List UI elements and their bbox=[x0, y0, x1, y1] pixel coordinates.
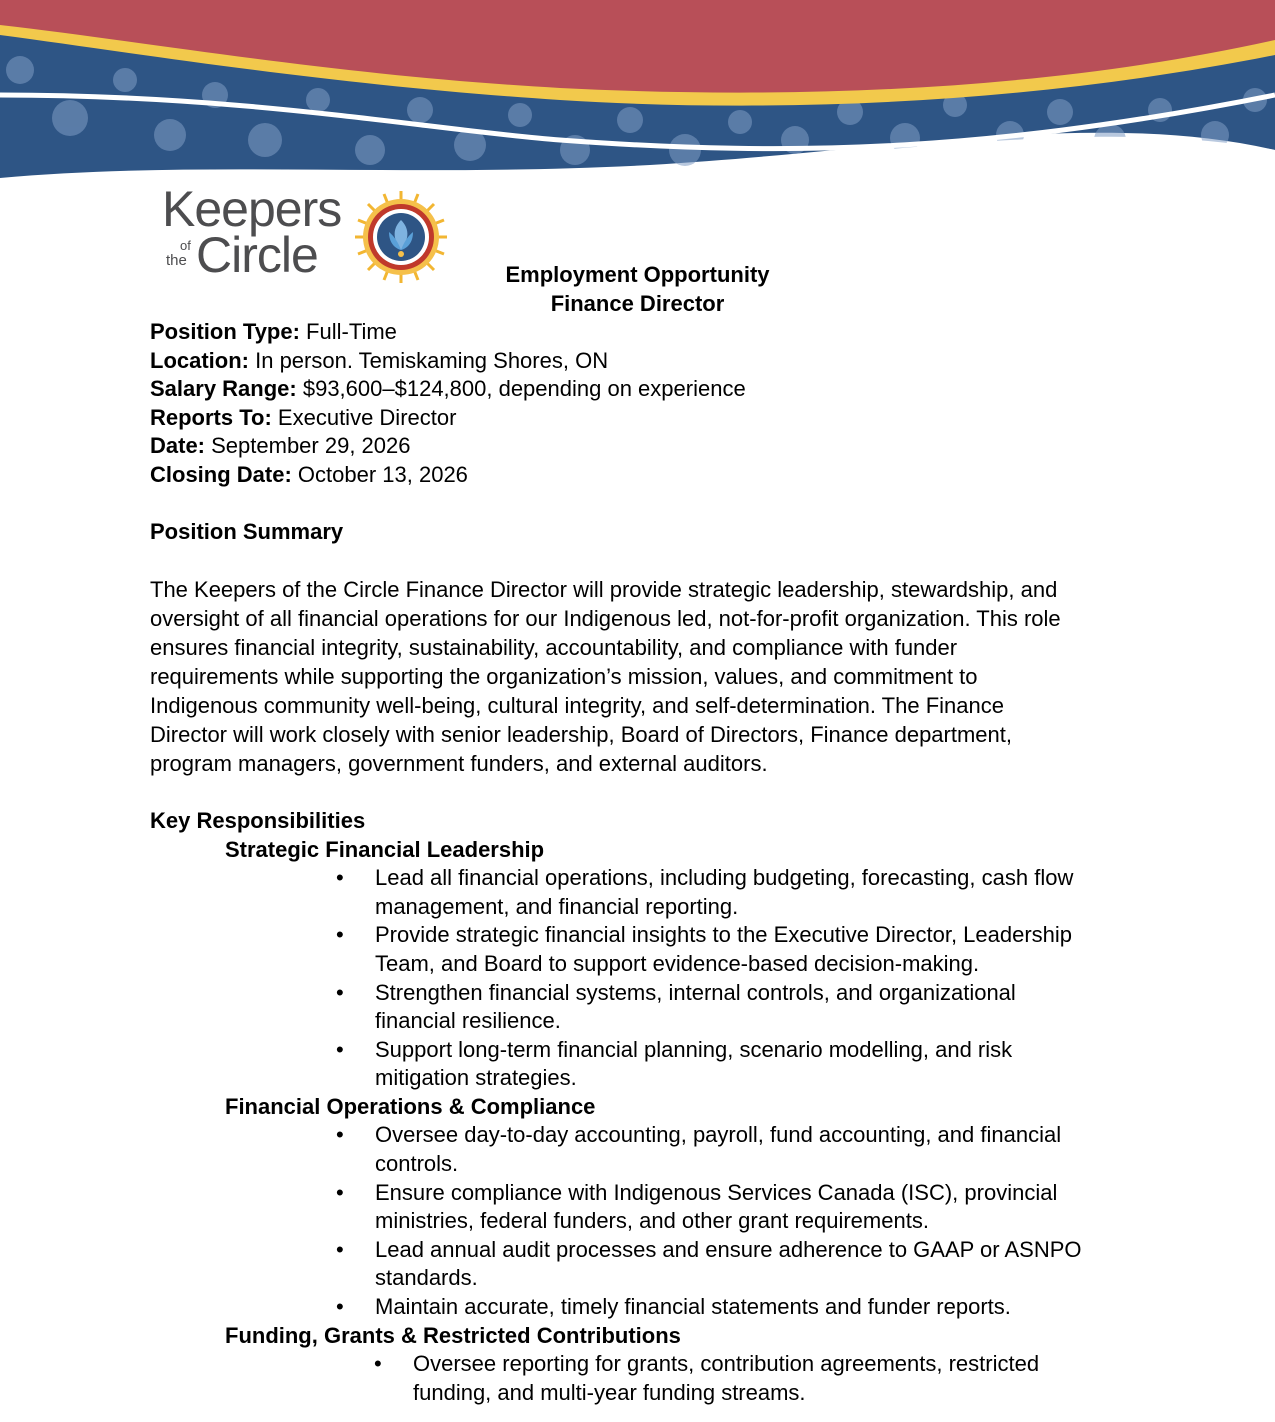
detail-salary-range: Salary Range: $93,600–$124,800, depending on experience bbox=[150, 376, 746, 402]
detail-position-type: Position Type: Full-Time bbox=[150, 319, 397, 344]
detail-location: Location: In person. Temiskaming Shores, ON bbox=[150, 347, 609, 373]
list-item: • Oversee day-to-day accounting, payroll, fund accounting, and financial controls. bbox=[336, 1122, 1062, 1177]
detail-reports-to: Reports To: Executive Director bbox=[150, 404, 457, 430]
header-banner bbox=[0, 0, 1275, 190]
detail-closing-date: Closing Date: October 13, 2026 bbox=[150, 461, 468, 487]
list-item: • Oversee reporting for grants, contribution agreements, restricted funding, and multi-year funding streams. bbox=[374, 1351, 1040, 1405]
detail-date: Date: September 29, 2026 bbox=[150, 433, 411, 459]
list-item: • Lead annual audit processes and ensure adherence to GAAP or ASNPO standards. bbox=[336, 1236, 1082, 1291]
bullet-list bbox=[150, 1121, 1130, 1321]
list-item: • Lead all financial operations, including budgeting, forecasting, cash flow management, and financial reporting. bbox=[336, 865, 1074, 919]
bullet-list bbox=[150, 1350, 1130, 1407]
position-summary-text: The Keepers of the Circle Finance Director will provide strategic leadership, stewardship, and oversight of all financial operations for our Indigenous led, not-for-profit organization. This role ensures financial integrity, sustainability, accountability, and compliance with funder requirements while supporting the organization’s mission, values, and commitment to Indigenous community well-being, cultural integrity, and self-determination. The Finance Director will work closely with senior leadership, Board of Directors, Finance department, program managers, government funders, and external auditors. bbox=[150, 577, 1061, 777]
list-item: • Provide strategic financial insights to the Executive Director, Leadership Team, and Board to support evidence-based decision-making. bbox=[336, 922, 1073, 976]
list-item: • Maintain accurate, timely financial statements and funder reports. bbox=[336, 1294, 1011, 1320]
list-item: • Ensure compliance with Indigenous Services Canada (ISC), provincial ministries, federal funders, and other grant requirements. bbox=[336, 1179, 1058, 1234]
position-details bbox=[150, 318, 1130, 490]
page-subtitle: Finance Director bbox=[550, 291, 725, 316]
position-summary-heading: Position Summary bbox=[150, 519, 344, 545]
logo-text-keepers: Keepers bbox=[162, 181, 342, 237]
logo-text-the: the bbox=[166, 252, 187, 269]
list-item: • Strengthen financial systems, internal controls, and organizational financial resilience. bbox=[336, 979, 1016, 1034]
list-item: • Support long-term financial planning, scenario modelling, and risk mitigation strategies. bbox=[336, 1036, 1013, 1091]
bullet-list bbox=[150, 864, 1130, 1093]
key-responsibilities-heading: Key Responsibilities bbox=[150, 807, 366, 833]
logo-text-of: of bbox=[180, 238, 191, 253]
job-posting-body bbox=[150, 318, 1130, 1407]
subsection-heading: Financial Operations & Compliance bbox=[225, 1093, 596, 1119]
subsection-heading: Funding, Grants & Restricted Contributions bbox=[225, 1322, 681, 1348]
subsection-heading: Strategic Financial Leadership bbox=[225, 836, 545, 862]
page-title: Employment Opportunity bbox=[505, 262, 770, 287]
logo-text-circle: Circle bbox=[196, 227, 318, 283]
